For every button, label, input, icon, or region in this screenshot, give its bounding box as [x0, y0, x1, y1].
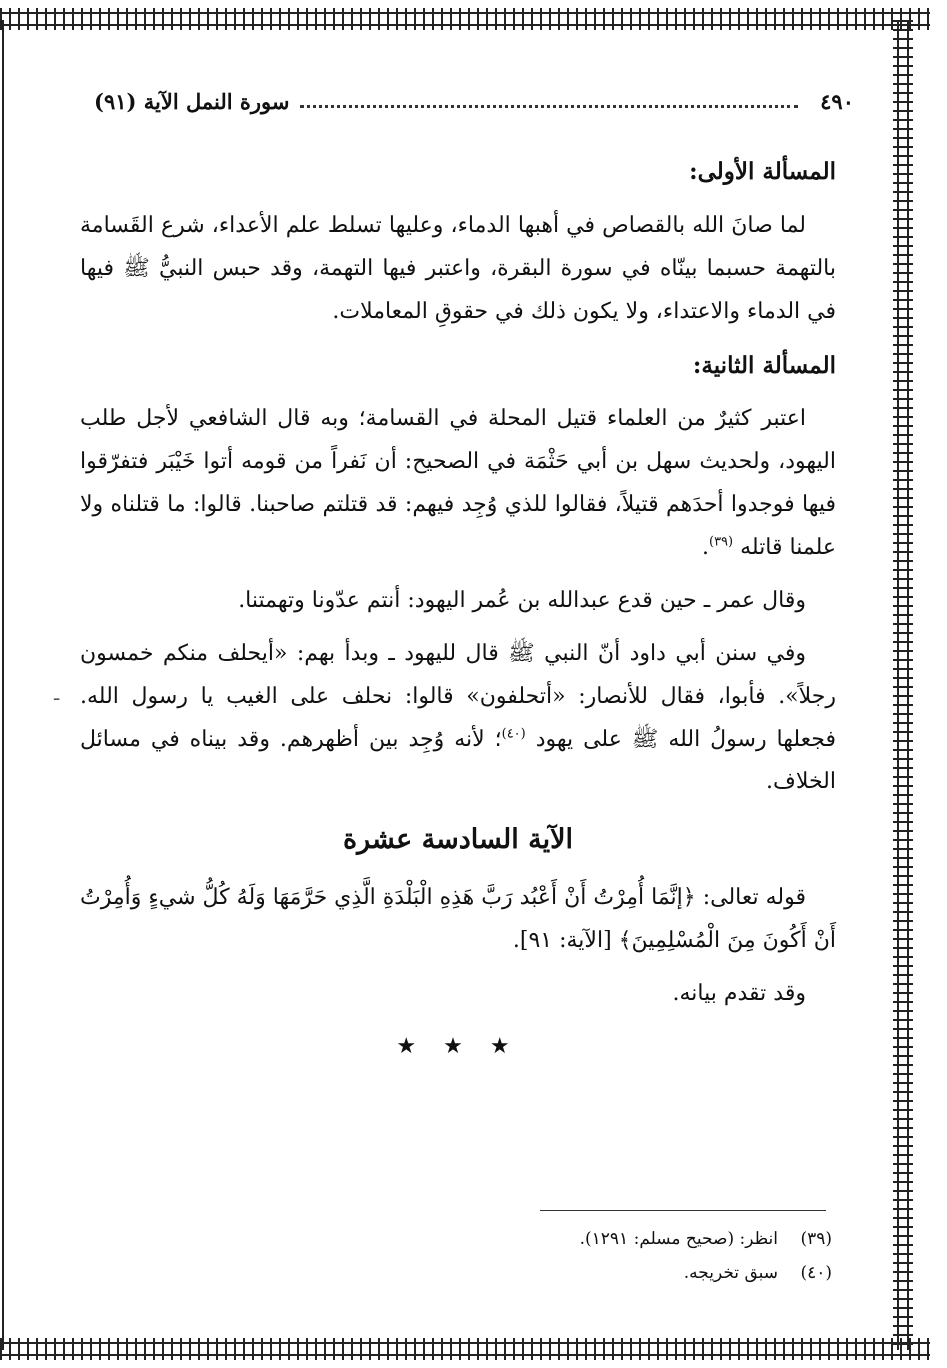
ayah-section-title: الآية السادسة عشرة: [342, 824, 574, 856]
paragraph-first-issue: لما صانَ الله بالقصاص في أهبها الدماء، وعليها تسلط علم الأعداء، شرع القَسامة بالتهمة حسبما بينّاه في سورة البقرة، واعتبر فيها التهمة، وقد حبس النبيُّ ﷺ فيها في الدماء والاعتداء، ولا يكون ذلك في حقوقِ المعاملات.: [80, 212, 836, 324]
paragraph-text: وفي سنن أبي داود أنّ النبي ﷺ قال لليهود ـ وبدأ بهم: «أيحلف منكم خمسون رجلاً». فأبوا، فقال للأنصار: «أتحلفون» قالوا: نحلف على الغيب يا رسول الله. فجعلها رسولُ الله ﷺ على يهود: [80, 640, 836, 752]
page-border-right: [893, 20, 913, 1350]
page-border-left: [2, 20, 4, 1350]
footnote-item: [420, 1222, 832, 1256]
ayah-explanation: وقد تقدم بيانه.: [672, 980, 806, 1006]
paragraph-second-issue-3: [80, 633, 836, 805]
page-number: ٤٩٠: [820, 88, 854, 114]
footnote-text: سبق تخريجه.: [683, 1263, 778, 1283]
footnote-ref-40[interactable]: (٤٠): [501, 726, 526, 742]
margin-mark: ـ: [54, 684, 60, 705]
footnote-separator: [540, 1210, 826, 1211]
section-heading-second: المسألة الثانية:: [692, 351, 836, 379]
footnote-text: انظر: (صحيح مسلم: ١٢٩١).: [579, 1229, 778, 1249]
footnote-ref-39[interactable]: (٣٩): [708, 534, 734, 550]
paragraph-second-issue-2: وقال عمر ـ حين قدع عبدالله بن عُمر اليهود: أنتم عدّونا وتهمتنا.: [238, 587, 806, 613]
paragraph-second-issue-1: [80, 398, 836, 570]
section-heading-first: المسألة الأولى:: [689, 158, 836, 185]
header-leader-dots: [300, 95, 799, 108]
footnote-number: (٤٠): [800, 1263, 832, 1283]
paragraph-text: اعتبر كثيرٌ من العلماء قتيل المحلة في القسامة؛ وبه قال الشافعي لأجل طلب اليهود، ولحديث سهل بن أبي حَثْمَة في الصحيح: أن نَفراً من قومه أتوا خَيْبَر فتفرّقوا فيها فوجدوا أحدَهم قتيلاً، فقالوا للذي وُجِد فيهم: قد قتلتم صاحبنا. قالوا: ما قتلناه ولا علمنا قاتله: [80, 406, 836, 561]
page-body: [80, 150, 836, 1069]
section-divider-stars: ★ ★ ★: [396, 1033, 520, 1059]
footnotes: [420, 1222, 832, 1290]
page-border-bottom: [0, 1338, 930, 1360]
paragraph-tail: ؛ لأنه وُجِد بين أظهرهم. وقد بيناه في مسائل الخلاف.: [80, 726, 836, 795]
footnote-number: (٣٩): [800, 1229, 832, 1249]
footnote-item: [420, 1256, 832, 1290]
page-border-top: [0, 8, 930, 30]
ayah-paragraph: قوله تعالى: ﴿إنَّمَا أُمِرْتُ أَنْ أَعْبُد رَبَّ هَذِهِ الْبَلْدَةِ الَّذِي حَرَّمَهَا وَلَهُ كُلُّ شيءٍ وَأُمِرْتُ أَنْ أَكُونَ مِنَ الْمُسْلِمِينَ﴾ [الآية: ٩١].: [80, 885, 836, 953]
header-title: سورة النمل الآية (٩١): [94, 88, 290, 114]
running-head: [94, 84, 854, 118]
paragraph-tail: .: [701, 535, 709, 561]
